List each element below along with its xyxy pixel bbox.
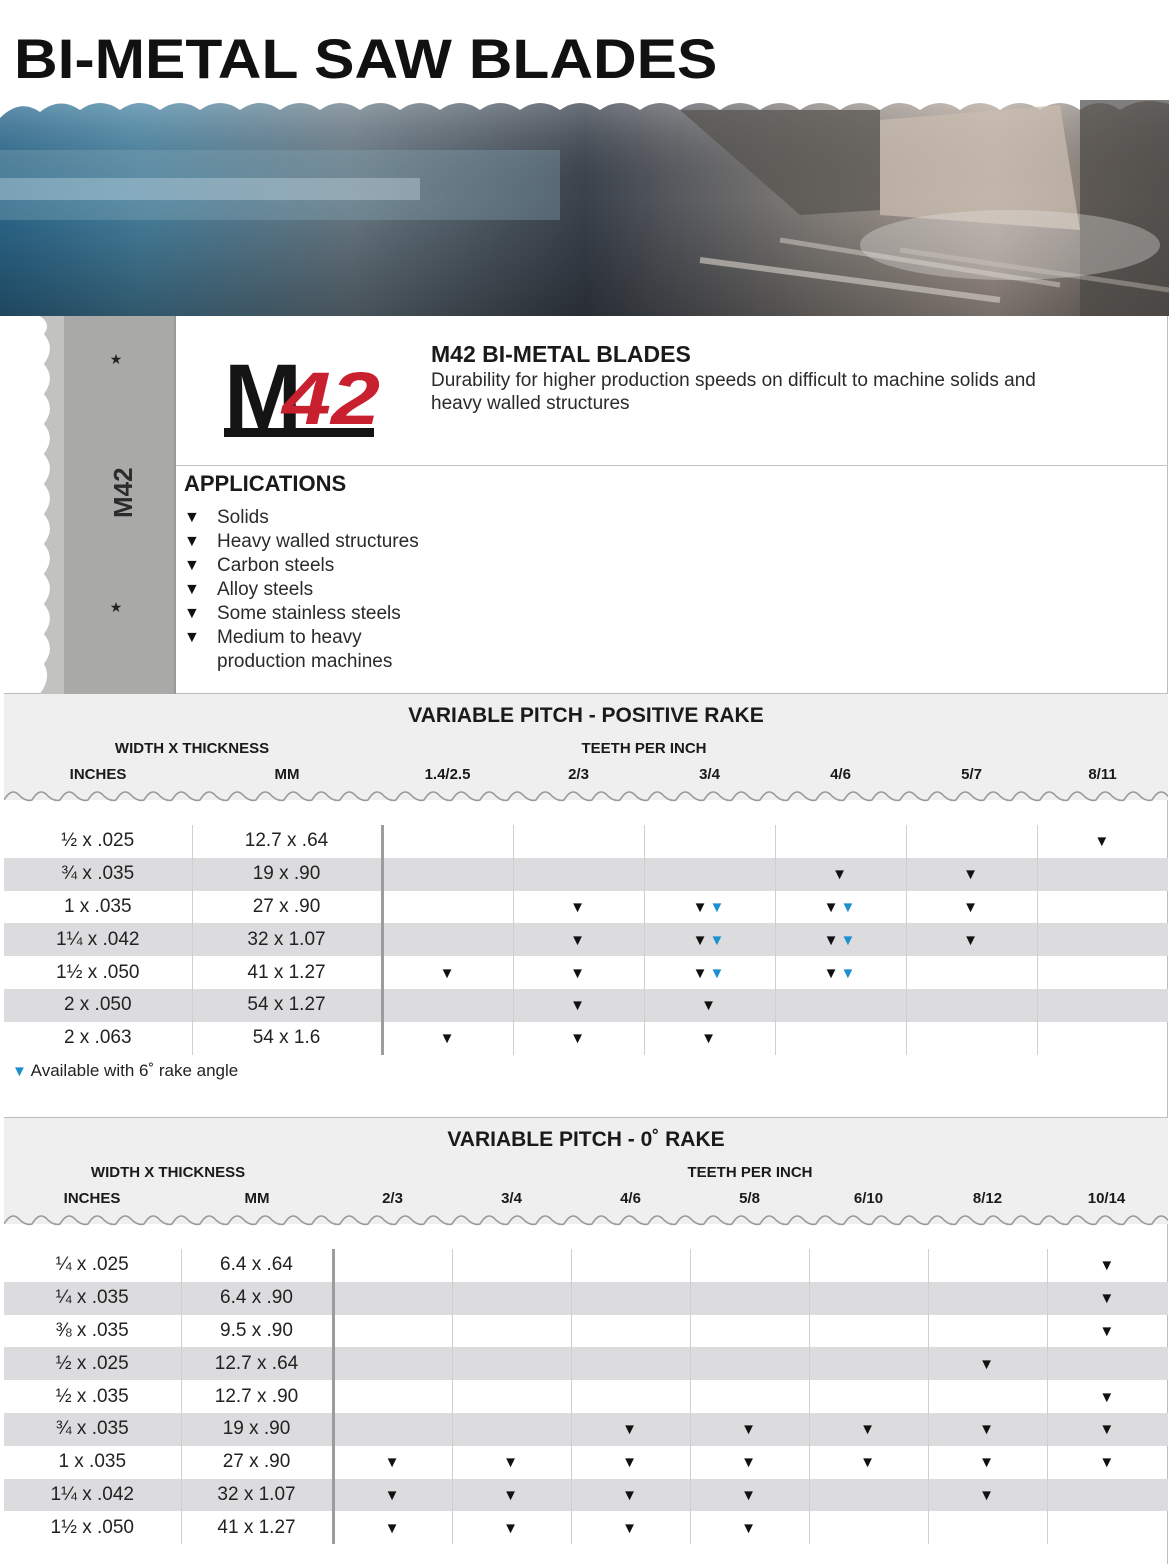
col-inches: INCHES bbox=[69, 766, 127, 783]
blade-star-icon: ★ bbox=[109, 600, 123, 616]
tpi-column-header: 10/14 bbox=[1087, 1190, 1126, 1207]
availability-cell bbox=[513, 825, 644, 858]
availability-cell bbox=[809, 1413, 928, 1446]
black-triangle-icon: ▼ bbox=[979, 1355, 996, 1373]
application-item-text: Solids bbox=[217, 507, 269, 528]
tpi-column-header: 8/12 bbox=[972, 1190, 1003, 1207]
black-triangle-icon: ▼ bbox=[570, 1030, 587, 1048]
availability-cell bbox=[1037, 825, 1168, 858]
availability-cell bbox=[452, 1282, 571, 1315]
availability-cell bbox=[906, 891, 1037, 924]
tpi-column-header: 8/11 bbox=[1088, 766, 1117, 783]
zero-rake-header bbox=[4, 1118, 1168, 1224]
blade-m42-mark: M42 bbox=[108, 467, 138, 518]
availability-cell bbox=[775, 858, 906, 891]
table-row bbox=[4, 1347, 1168, 1380]
availability-cell bbox=[452, 1511, 571, 1544]
black-triangle-icon: ▼ bbox=[1094, 833, 1112, 851]
black-triangle-icon: ▼ bbox=[963, 866, 980, 884]
size-inches-cell: 1 x .035 bbox=[58, 1451, 127, 1473]
applications-list bbox=[184, 506, 447, 674]
size-mm-cell: 27 x .90 bbox=[181, 1446, 333, 1479]
table-row bbox=[4, 1282, 1168, 1315]
application-item bbox=[184, 626, 447, 674]
availability-cell bbox=[906, 989, 1037, 1022]
black-triangle-icon: ▼ bbox=[741, 1421, 758, 1439]
black-triangle-icon: ▼ bbox=[692, 964, 710, 982]
size-inches-cell: 1¼ x .042 bbox=[4, 923, 192, 956]
black-triangle-icon: ▼ bbox=[622, 1454, 639, 1472]
size-inches-cell: ⅜ x .035 bbox=[55, 1319, 129, 1341]
availability-cell bbox=[513, 989, 644, 1022]
availability-cell bbox=[571, 1479, 690, 1512]
black-triangle-icon: ▼ bbox=[570, 964, 587, 982]
availability-cell bbox=[333, 1511, 452, 1544]
availability-cell bbox=[644, 923, 775, 956]
availability-cell bbox=[452, 1479, 571, 1512]
availability-cell bbox=[690, 1413, 809, 1446]
rake-angle-note bbox=[12, 1061, 238, 1081]
width-thickness-label: WIDTH X THICKNESS bbox=[114, 740, 270, 757]
black-triangle-icon: ▼ bbox=[963, 931, 980, 949]
availability-cell bbox=[452, 1249, 571, 1282]
availability-cell bbox=[775, 956, 906, 989]
availability-cell bbox=[1037, 989, 1168, 1022]
size-inches-cell: 1 x .035 bbox=[63, 895, 132, 917]
availability-cell bbox=[906, 825, 1037, 858]
table-row bbox=[4, 858, 1168, 891]
triangle-bullet-icon: ▼ bbox=[184, 557, 200, 574]
positive-rake-title: VARIABLE PITCH - POSITIVE RAKE bbox=[408, 704, 764, 727]
blade-star-icon: ★ bbox=[109, 352, 123, 368]
availability-cell bbox=[382, 923, 513, 956]
zero-rake-table bbox=[4, 1249, 1168, 1544]
availability-cell bbox=[513, 858, 644, 891]
tpi-column-header: 1.4/2.5 bbox=[424, 766, 471, 783]
hero-banner bbox=[0, 0, 1169, 316]
positive-rake-header bbox=[4, 694, 1168, 800]
availability-cell bbox=[906, 858, 1037, 891]
availability-cell bbox=[690, 1511, 809, 1544]
size-mm-cell: 41 x 1.27 bbox=[181, 1511, 333, 1544]
size-mm-cell: 6.4 x .64 bbox=[181, 1249, 333, 1282]
application-item-text: Some stainless steels bbox=[217, 603, 401, 624]
availability-cell bbox=[571, 1347, 690, 1380]
tpi-column-header: 4/6 bbox=[830, 766, 851, 783]
table-row bbox=[4, 1413, 1168, 1446]
application-item bbox=[184, 578, 447, 602]
size-inches-cell: ½ x .025 bbox=[61, 830, 135, 852]
availability-cell bbox=[690, 1479, 809, 1512]
availability-cell bbox=[809, 1282, 928, 1315]
availability-cell bbox=[333, 1315, 452, 1348]
triangle-bullet-icon: ▼ bbox=[184, 509, 200, 526]
blue-triangle-icon: ▼ bbox=[840, 898, 858, 916]
availability-cell bbox=[333, 1479, 452, 1512]
availability-cell bbox=[333, 1282, 452, 1315]
size-mm-cell: 19 x .90 bbox=[181, 1413, 333, 1446]
black-triangle-icon: ▼ bbox=[503, 1486, 520, 1504]
table-row bbox=[4, 1022, 1168, 1055]
availability-cell bbox=[644, 956, 775, 989]
availability-cell bbox=[690, 1446, 809, 1479]
blade-edge-divider bbox=[4, 786, 1168, 806]
black-triangle-icon: ▼ bbox=[1099, 1454, 1117, 1472]
black-triangle-icon: ▼ bbox=[1099, 1388, 1117, 1406]
availability-cell bbox=[1037, 956, 1168, 989]
applications-title: APPLICATIONS bbox=[184, 471, 347, 496]
availability-cell bbox=[928, 1479, 1047, 1512]
availability-cell bbox=[644, 989, 775, 1022]
blue-triangle-icon: ▼ bbox=[709, 898, 727, 916]
positive-rake-table bbox=[4, 825, 1168, 1055]
triangle-bullet-icon: ▼ bbox=[184, 533, 200, 550]
availability-cell bbox=[571, 1446, 690, 1479]
blue-triangle-icon: ▼ bbox=[840, 931, 858, 949]
teeth-per-inch-label: TEETH PER INCH bbox=[581, 740, 707, 757]
size-inches-cell: 1½ x .050 bbox=[56, 961, 140, 983]
table-row bbox=[4, 956, 1168, 989]
availability-cell bbox=[928, 1315, 1047, 1348]
intro-separator bbox=[176, 465, 1168, 466]
availability-cell bbox=[333, 1347, 452, 1380]
tpi-column-header: 2/3 bbox=[568, 766, 589, 783]
product-title: M42 BI-METAL BLADES bbox=[431, 341, 691, 367]
table-row bbox=[4, 1380, 1168, 1413]
black-triangle-icon: ▼ bbox=[741, 1454, 758, 1472]
application-item bbox=[184, 506, 447, 530]
triangle-bullet-icon: ▼ bbox=[184, 605, 200, 622]
application-item-text: Heavy walled structures bbox=[217, 531, 419, 552]
availability-cell bbox=[775, 891, 906, 924]
tpi-column-header: 4/6 bbox=[620, 1190, 641, 1207]
availability-cell bbox=[809, 1347, 928, 1380]
black-triangle-icon: ▼ bbox=[622, 1486, 639, 1504]
availability-cell bbox=[452, 1413, 571, 1446]
availability-cell bbox=[690, 1380, 809, 1413]
intro-divider bbox=[174, 316, 176, 694]
size-mm-cell: 12.7 x .64 bbox=[192, 825, 382, 858]
availability-cell bbox=[382, 825, 513, 858]
table-row bbox=[4, 1249, 1168, 1282]
black-triangle-icon: ▼ bbox=[701, 997, 718, 1015]
size-inches-cell: ¾ x .035 bbox=[4, 1413, 181, 1446]
blue-triangle-icon: ▼ bbox=[12, 1063, 27, 1080]
availability-cell bbox=[1047, 1282, 1168, 1315]
black-triangle-icon: ▼ bbox=[692, 931, 710, 949]
size-inches-cell: 1½ x .050 bbox=[50, 1516, 134, 1538]
availability-cell bbox=[644, 858, 775, 891]
availability-cell bbox=[452, 1315, 571, 1348]
table-row bbox=[4, 825, 1168, 858]
availability-cell bbox=[906, 956, 1037, 989]
black-triangle-icon: ▼ bbox=[1099, 1421, 1117, 1439]
availability-cell bbox=[333, 1413, 452, 1446]
black-triangle-icon: ▼ bbox=[1099, 1257, 1117, 1275]
availability-cell bbox=[571, 1380, 690, 1413]
availability-cell bbox=[1047, 1380, 1168, 1413]
size-inches-cell: 2 x .063 bbox=[63, 1027, 132, 1049]
size-mm-cell: 32 x 1.07 bbox=[181, 1479, 333, 1512]
availability-cell bbox=[644, 825, 775, 858]
availability-cell bbox=[928, 1380, 1047, 1413]
teeth-per-inch-label: TEETH PER INCH bbox=[687, 1164, 813, 1181]
tpi-column-header: 5/7 bbox=[961, 766, 982, 783]
blue-triangle-icon: ▼ bbox=[709, 931, 727, 949]
product-description: Durability for higher production speeds on difficult to machine solids and heavy walled structures bbox=[431, 370, 1036, 414]
table-row bbox=[4, 891, 1168, 924]
tpi-column-header: 6/10 bbox=[853, 1190, 884, 1207]
availability-cell bbox=[513, 1022, 644, 1055]
logo-letter-m: M bbox=[224, 346, 302, 439]
black-triangle-icon: ▼ bbox=[439, 1030, 457, 1048]
size-inches-cell: 1¼ x .042 bbox=[4, 1479, 181, 1512]
availability-cell bbox=[644, 891, 775, 924]
availability-cell bbox=[1047, 1446, 1168, 1479]
black-triangle-icon: ▼ bbox=[622, 1421, 639, 1439]
size-mm-cell: 27 x .90 bbox=[192, 891, 382, 924]
black-triangle-icon: ▼ bbox=[979, 1486, 996, 1504]
tpi-column-header: 3/4 bbox=[501, 1190, 522, 1207]
tpi-column-header: 5/8 bbox=[739, 1190, 760, 1207]
size-mm-cell: 9.5 x .90 bbox=[181, 1315, 333, 1348]
availability-cell bbox=[333, 1380, 452, 1413]
zero-rake-title: VARIABLE PITCH - 0˚ RAKE bbox=[447, 1128, 725, 1151]
availability-cell bbox=[928, 1511, 1047, 1544]
availability-cell bbox=[906, 923, 1037, 956]
application-item bbox=[184, 554, 447, 578]
col-mm: MM bbox=[244, 1190, 270, 1207]
triangle-bullet-icon: ▼ bbox=[184, 581, 200, 598]
availability-cell bbox=[809, 1315, 928, 1348]
black-triangle-icon: ▼ bbox=[979, 1454, 996, 1472]
availability-cell bbox=[382, 1022, 513, 1055]
blue-triangle-icon: ▼ bbox=[840, 964, 858, 982]
black-triangle-icon: ▼ bbox=[439, 964, 457, 982]
table-row bbox=[4, 1315, 1168, 1348]
m42-logo bbox=[224, 344, 384, 439]
availability-cell bbox=[452, 1380, 571, 1413]
size-mm-cell: 32 x 1.07 bbox=[192, 923, 382, 956]
size-mm-cell: 12.7 x .64 bbox=[181, 1347, 333, 1380]
positive-rake-section bbox=[4, 694, 1168, 1118]
black-triangle-icon: ▼ bbox=[860, 1454, 877, 1472]
size-mm-cell: 54 x 1.6 bbox=[192, 1022, 382, 1055]
availability-cell bbox=[513, 956, 644, 989]
availability-cell bbox=[513, 891, 644, 924]
application-item-text: Carbon steels bbox=[217, 555, 335, 576]
availability-cell bbox=[690, 1249, 809, 1282]
availability-cell bbox=[1037, 1022, 1168, 1055]
size-mm-cell: 12.7 x .90 bbox=[181, 1380, 333, 1413]
application-item-text: Alloy steels bbox=[217, 579, 314, 600]
application-item-text: Medium to heavy production machines bbox=[217, 627, 393, 672]
size-inches-cell: ¾ x .035 bbox=[4, 858, 192, 891]
availability-cell bbox=[775, 923, 906, 956]
availability-cell bbox=[809, 1479, 928, 1512]
blade-illustration bbox=[4, 316, 174, 694]
size-mm-cell: 19 x .90 bbox=[192, 858, 382, 891]
black-triangle-icon: ▼ bbox=[384, 1454, 402, 1472]
table-row bbox=[4, 1511, 1168, 1544]
availability-cell bbox=[906, 1022, 1037, 1055]
availability-cell bbox=[928, 1347, 1047, 1380]
width-thickness-label: WIDTH X THICKNESS bbox=[90, 1164, 246, 1181]
availability-cell bbox=[775, 1022, 906, 1055]
table-row bbox=[4, 989, 1168, 1022]
availability-cell bbox=[382, 989, 513, 1022]
availability-cell bbox=[809, 1380, 928, 1413]
black-triangle-icon: ▼ bbox=[823, 931, 841, 949]
size-inches-cell: ¼ x .025 bbox=[55, 1254, 129, 1276]
availability-cell bbox=[571, 1413, 690, 1446]
black-triangle-icon: ▼ bbox=[570, 997, 587, 1015]
col-inches: INCHES bbox=[63, 1190, 121, 1207]
availability-cell bbox=[1047, 1413, 1168, 1446]
availability-cell bbox=[452, 1446, 571, 1479]
availability-cell bbox=[571, 1511, 690, 1544]
table-row bbox=[4, 1479, 1168, 1512]
application-item bbox=[184, 602, 447, 626]
black-triangle-icon: ▼ bbox=[622, 1519, 639, 1537]
size-inches-cell: 2 x .050 bbox=[4, 989, 192, 1022]
availability-cell bbox=[333, 1249, 452, 1282]
availability-cell bbox=[644, 1022, 775, 1055]
availability-cell bbox=[382, 956, 513, 989]
table-row bbox=[4, 1446, 1168, 1479]
black-triangle-icon: ▼ bbox=[503, 1519, 520, 1537]
availability-cell bbox=[928, 1446, 1047, 1479]
black-triangle-icon: ▼ bbox=[570, 898, 587, 916]
black-triangle-icon: ▼ bbox=[384, 1486, 402, 1504]
size-mm-cell: 41 x 1.27 bbox=[192, 956, 382, 989]
availability-cell bbox=[513, 923, 644, 956]
availability-cell bbox=[928, 1282, 1047, 1315]
availability-cell bbox=[1037, 923, 1168, 956]
availability-cell bbox=[1047, 1315, 1168, 1348]
availability-cell bbox=[809, 1249, 928, 1282]
black-triangle-icon: ▼ bbox=[741, 1519, 758, 1537]
black-triangle-icon: ▼ bbox=[963, 898, 980, 916]
size-inches-cell: ½ x .035 bbox=[55, 1385, 129, 1407]
black-triangle-icon: ▼ bbox=[979, 1421, 996, 1439]
availability-cell bbox=[928, 1249, 1047, 1282]
black-triangle-icon: ▼ bbox=[832, 866, 849, 884]
availability-cell bbox=[1037, 891, 1168, 924]
availability-cell bbox=[571, 1282, 690, 1315]
application-item bbox=[184, 530, 447, 554]
availability-cell bbox=[571, 1315, 690, 1348]
zero-rake-section bbox=[4, 1118, 1168, 1564]
blade-edge-divider bbox=[4, 1210, 1168, 1230]
availability-cell bbox=[452, 1347, 571, 1380]
black-triangle-icon: ▼ bbox=[823, 964, 841, 982]
availability-cell bbox=[775, 825, 906, 858]
availability-cell bbox=[1047, 1479, 1168, 1512]
black-triangle-icon: ▼ bbox=[1099, 1322, 1117, 1340]
black-triangle-icon: ▼ bbox=[741, 1486, 758, 1504]
tpi-column-header: 3/4 bbox=[699, 766, 720, 783]
logo-number-42: 42 bbox=[279, 357, 380, 439]
availability-cell bbox=[1047, 1511, 1168, 1544]
availability-cell bbox=[1047, 1249, 1168, 1282]
black-triangle-icon: ▼ bbox=[570, 931, 587, 949]
availability-cell bbox=[928, 1413, 1047, 1446]
product-intro bbox=[4, 316, 1168, 694]
black-triangle-icon: ▼ bbox=[823, 898, 841, 916]
tpi-column-header: 2/3 bbox=[382, 1190, 403, 1207]
size-inches-cell: ½ x .025 bbox=[4, 1347, 181, 1380]
availability-cell bbox=[333, 1446, 452, 1479]
availability-cell bbox=[382, 858, 513, 891]
rake-angle-note-text: Available with 6˚ rake angle bbox=[30, 1061, 239, 1080]
availability-cell bbox=[571, 1249, 690, 1282]
page-title: BI-METAL SAW BLADES bbox=[14, 27, 718, 90]
col-mm: MM bbox=[274, 766, 300, 783]
black-triangle-icon: ▼ bbox=[701, 1030, 718, 1048]
availability-cell bbox=[1047, 1347, 1168, 1380]
blue-triangle-icon: ▼ bbox=[709, 964, 727, 982]
availability-cell bbox=[775, 989, 906, 1022]
black-triangle-icon: ▼ bbox=[503, 1454, 520, 1472]
size-mm-cell: 6.4 x .90 bbox=[181, 1282, 333, 1315]
availability-cell bbox=[1037, 858, 1168, 891]
availability-cell bbox=[809, 1446, 928, 1479]
black-triangle-icon: ▼ bbox=[1099, 1290, 1117, 1308]
availability-cell bbox=[690, 1347, 809, 1380]
black-triangle-icon: ▼ bbox=[692, 898, 710, 916]
availability-cell bbox=[382, 891, 513, 924]
black-triangle-icon: ▼ bbox=[384, 1519, 402, 1537]
availability-cell bbox=[690, 1315, 809, 1348]
black-triangle-icon: ▼ bbox=[860, 1421, 877, 1439]
size-mm-cell: 54 x 1.27 bbox=[192, 989, 382, 1022]
triangle-bullet-icon: ▼ bbox=[184, 629, 200, 646]
availability-cell bbox=[809, 1511, 928, 1544]
size-inches-cell: ¼ x .035 bbox=[4, 1282, 181, 1315]
availability-cell bbox=[690, 1282, 809, 1315]
table-row bbox=[4, 923, 1168, 956]
